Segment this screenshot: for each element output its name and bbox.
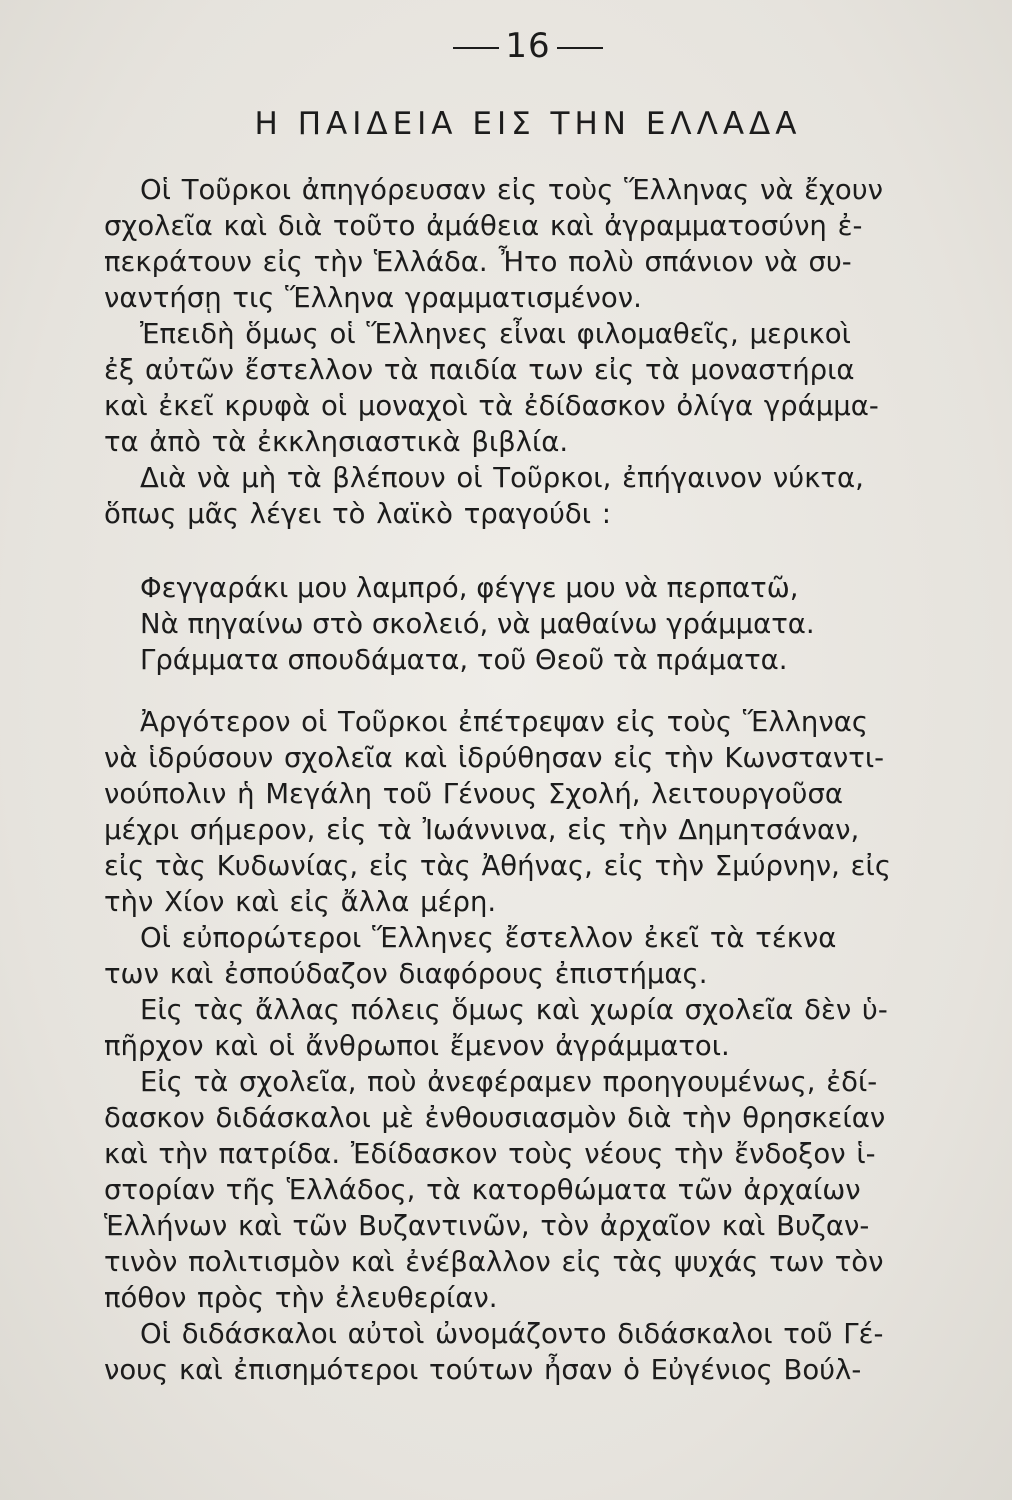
verse-line: Νὰ πηγαίνω στὸ σκολειό, νὰ μαθαίνω γράμματα. xyxy=(140,608,815,640)
paragraph-8 xyxy=(104,1316,932,1388)
text-line: καὶ ἐκεῖ κρυφὰ οἱ μοναχοὶ τὰ ἐδίδασκον ὀλίγα γράμμα- xyxy=(104,390,879,422)
paragraph-5 xyxy=(104,920,932,992)
text-line: πόθον πρὸς τὴν ἐλευθερίαν. xyxy=(104,1282,498,1314)
text-line: τὴν Χίον καὶ εἰς ἄλλα μέρη. xyxy=(104,886,497,918)
paragraph-3 xyxy=(104,460,932,532)
text-line: εἰς τὰς Κυδωνίας, εἰς τὰς Ἀθήνας, εἰς τὴν Σμύρνην, εἰς xyxy=(104,850,891,882)
dash-right xyxy=(557,47,603,49)
text-line: στορίαν τῆς Ἑλλάδος, τὰ κατορθώματα τῶν ἀρχαίων xyxy=(104,1174,861,1206)
verse-line: Γράμματα σπουδάματα, τοῦ Θεοῦ τὰ πράματα. xyxy=(140,644,788,676)
text-line: σχολεῖα καὶ διὰ τοῦτο ἀμάθεια καὶ ἀγραμματοσύνη ἐ- xyxy=(104,210,863,242)
text-line: Διὰ νὰ μὴ τὰ βλέπουν οἱ Τοῦρκοι, ἐπήγαινον νύκτα, xyxy=(140,462,864,494)
text-line: Ἐπειδὴ ὅμως οἱ Ἕλληνες εἶναι φιλομαθεῖς, μερικοὶ xyxy=(140,318,851,350)
text-line: Οἱ διδάσκαλοι αὐτοὶ ὠνομάζοντο διδάσκαλοι τοῦ Γέ- xyxy=(140,1318,884,1350)
verse-line: Φεγγαράκι μου λαμπρό, φέγγε μου νὰ περπατῶ, xyxy=(140,572,799,604)
text-line: ἐξ αὐτῶν ἔστελλον τὰ παιδία των εἰς τὰ μοναστήρια xyxy=(104,354,855,386)
paragraph-1 xyxy=(104,172,932,316)
text-line: Εἰς τὰ σχολεῖα, ποὺ ἀνεφέραμεν προηγουμένως, ἐδί- xyxy=(140,1066,878,1098)
paragraph-7 xyxy=(104,1064,932,1316)
paragraph-4 xyxy=(104,704,932,920)
text-line: τινὸν πολιτισμὸν καὶ ἐνέβαλλον εἰς τὰς ψυχάς των τὸν xyxy=(104,1246,884,1278)
text-line: καὶ τὴν πατρίδα. Ἐδίδασκον τοὺς νέους τὴν ἔνδοξον ἱ- xyxy=(104,1138,876,1170)
text-line: νὰ ἱδρύσουν σχολεῖα καὶ ἱδρύθησαν εἰς τὴν Κωνσταντι- xyxy=(104,742,885,774)
text-line: Εἰς τὰς ἄλλας πόλεις ὅμως καὶ χωρία σχολεῖα δὲν ὑ- xyxy=(140,994,888,1026)
text-line: ναντήσῃ τις Ἕλληνα γραμματισμένον. xyxy=(104,282,642,314)
dash-left xyxy=(453,47,499,49)
text-line: Ἀργότερον οἱ Τοῦρκοι ἐπέτρεψαν εἰς τοὺς Ἕλληνας xyxy=(140,706,868,738)
text-line: Οἱ Τοῦρκοι ἀπηγόρευσαν εἰς τοὺς Ἕλληνας νὰ ἔχουν xyxy=(140,174,884,206)
text-line: τα ἀπὸ τὰ ἐκκλησιαστικὰ βιβλία. xyxy=(104,426,569,458)
page-number xyxy=(104,26,932,66)
text-line: νους καὶ ἐπισημότεροι τούτων ἦσαν ὁ Εὐγένιος Βούλ- xyxy=(104,1354,862,1386)
text-line: πῆρχον καὶ οἱ ἄνθρωποι ἔμενον ἀγράμματοι. xyxy=(104,1030,730,1062)
text-line: Ἑλλήνων καὶ τῶν Βυζαντινῶν, τὸν ἀρχαῖον καὶ Βυζαν- xyxy=(104,1210,870,1242)
paragraph-2 xyxy=(104,316,932,460)
paragraph-6 xyxy=(104,992,932,1064)
text-line: μέχρι σήμερον, εἰς τὰ Ἰωάννινα, εἰς τὴν Δημητσάναν, xyxy=(104,814,860,846)
chapter-title: Η ΠΑΙΔΕΙΑ ΕΙΣ ΤΗΝ ΕΛΛΑΔΑ xyxy=(254,106,802,142)
text-line: νούπολιν ἡ Μεγάλη τοῦ Γένους Σχολή, λειτουργοῦσα xyxy=(104,778,844,810)
text-line: Οἱ εὐπορώτεροι Ἕλληνες ἔστελλον ἐκεῖ τὰ τέκνα xyxy=(140,922,837,954)
page-number-value: 16 xyxy=(505,26,551,66)
text-line: των καὶ ἐσπούδαζον διαφόρους ἐπιστήμας. xyxy=(104,958,708,990)
text-line: ὅπως μᾶς λέγει τὸ λαϊκὸ τραγούδι : xyxy=(104,498,612,530)
folk-song-verse xyxy=(140,570,932,678)
text-line: πεκράτουν εἰς τὴν Ἑλλάδα. Ἦτο πολὺ σπάνιον νὰ συ- xyxy=(104,246,852,278)
text-line: δασκον διδάσκαλοι μὲ ἐνθουσιασμὸν διὰ τὴν θρησκείαν xyxy=(104,1102,886,1134)
